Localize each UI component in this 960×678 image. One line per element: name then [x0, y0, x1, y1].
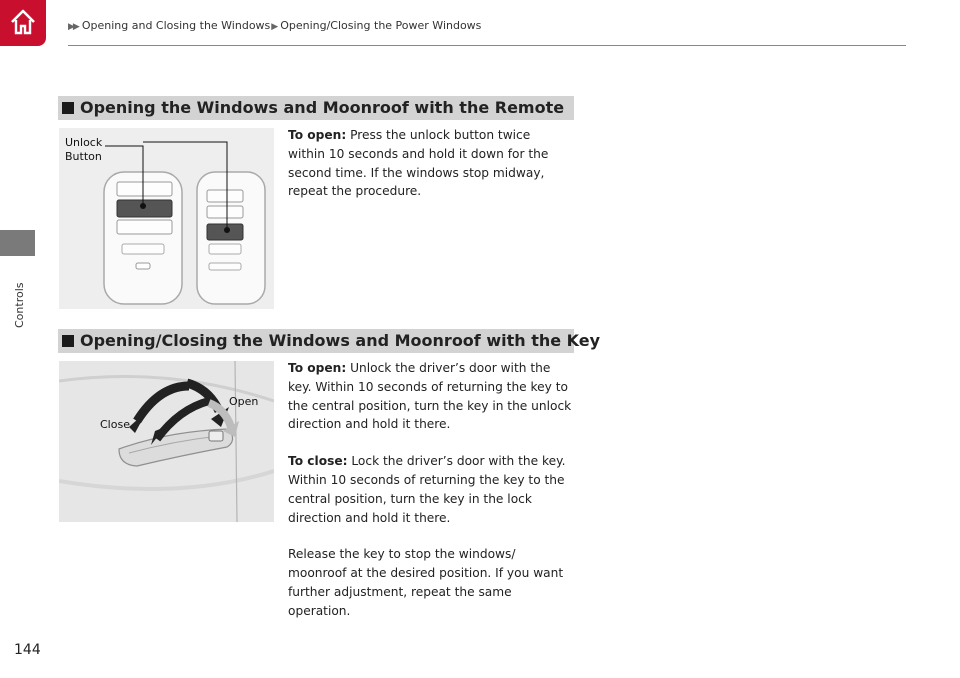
key-instructions — [288, 359, 578, 639]
home-button[interactable] — [0, 0, 46, 46]
page-number: 144 — [14, 642, 41, 658]
figure-label-line: Button — [65, 150, 102, 163]
breadcrumb-arrow-icon: ▶ — [271, 22, 279, 32]
section-heading-key — [58, 329, 601, 353]
to-open-label: To open: — [288, 361, 347, 375]
text-line: Unlock the driver’s door with the — [346, 361, 551, 375]
header-divider — [68, 45, 906, 46]
text-line: Lock the driver’s door with the key. — [347, 454, 566, 469]
chapter-tab-marker — [0, 230, 35, 256]
text-line: central position, turn the key in the lock — [288, 491, 532, 506]
breadcrumb-item[interactable]: Opening/Closing the Power Windows — [280, 19, 482, 32]
release-paragraph — [288, 545, 578, 620]
text-line: key. Within 10 seconds of returning the key to — [288, 379, 568, 394]
close-direction-label: Close — [100, 418, 130, 431]
remote-key-figure — [59, 128, 274, 309]
to-close-label: To close: — [288, 454, 348, 469]
breadcrumb — [68, 19, 481, 32]
open-direction-label: Open — [229, 395, 259, 408]
heading-square-icon — [62, 102, 74, 114]
to-open-label: To open: — [288, 128, 347, 142]
text-line: direction and hold it there. — [288, 510, 451, 525]
text-line: operation. — [288, 603, 351, 618]
remote-instructions — [288, 126, 578, 201]
section-title: Opening/Closing the Windows and Moonroof with the Key — [80, 331, 601, 350]
figure-label-line: Unlock — [65, 136, 103, 149]
door-handle-illustration — [59, 361, 274, 522]
text-line: within 10 seconds and hold it down for the — [288, 146, 549, 161]
unlock-button-label — [65, 136, 102, 164]
door-key-figure — [59, 361, 274, 522]
text-line: second time. If the windows stop midway, — [288, 165, 545, 180]
home-icon — [9, 8, 37, 36]
text-line: the central position, turn the key in the unlock — [288, 398, 572, 413]
text-line: moonroof at the desired position. If you want — [288, 566, 564, 581]
text-line: direction and hold it there. — [288, 417, 451, 432]
to-open-paragraph — [288, 359, 578, 434]
text-line: repeat the procedure. — [288, 184, 422, 199]
to-close-paragraph — [288, 452, 578, 527]
breadcrumb-item[interactable]: Opening and Closing the Windows — [81, 19, 271, 32]
chapter-label: Controls — [13, 282, 26, 328]
text-line: Within 10 seconds of returning the key to the — [288, 472, 565, 487]
section-heading-remote — [58, 96, 574, 120]
section-title: Opening the Windows and Moonroof with the Remote — [80, 98, 565, 117]
text-line: Release the key to stop the windows/ — [288, 547, 516, 562]
text-line: Press the unlock button twice — [346, 128, 531, 142]
heading-square-icon — [62, 335, 74, 347]
breadcrumb-arrow-icon: ▶▶ — [68, 22, 78, 32]
text-line: further adjustment, repeat the same — [288, 584, 512, 599]
